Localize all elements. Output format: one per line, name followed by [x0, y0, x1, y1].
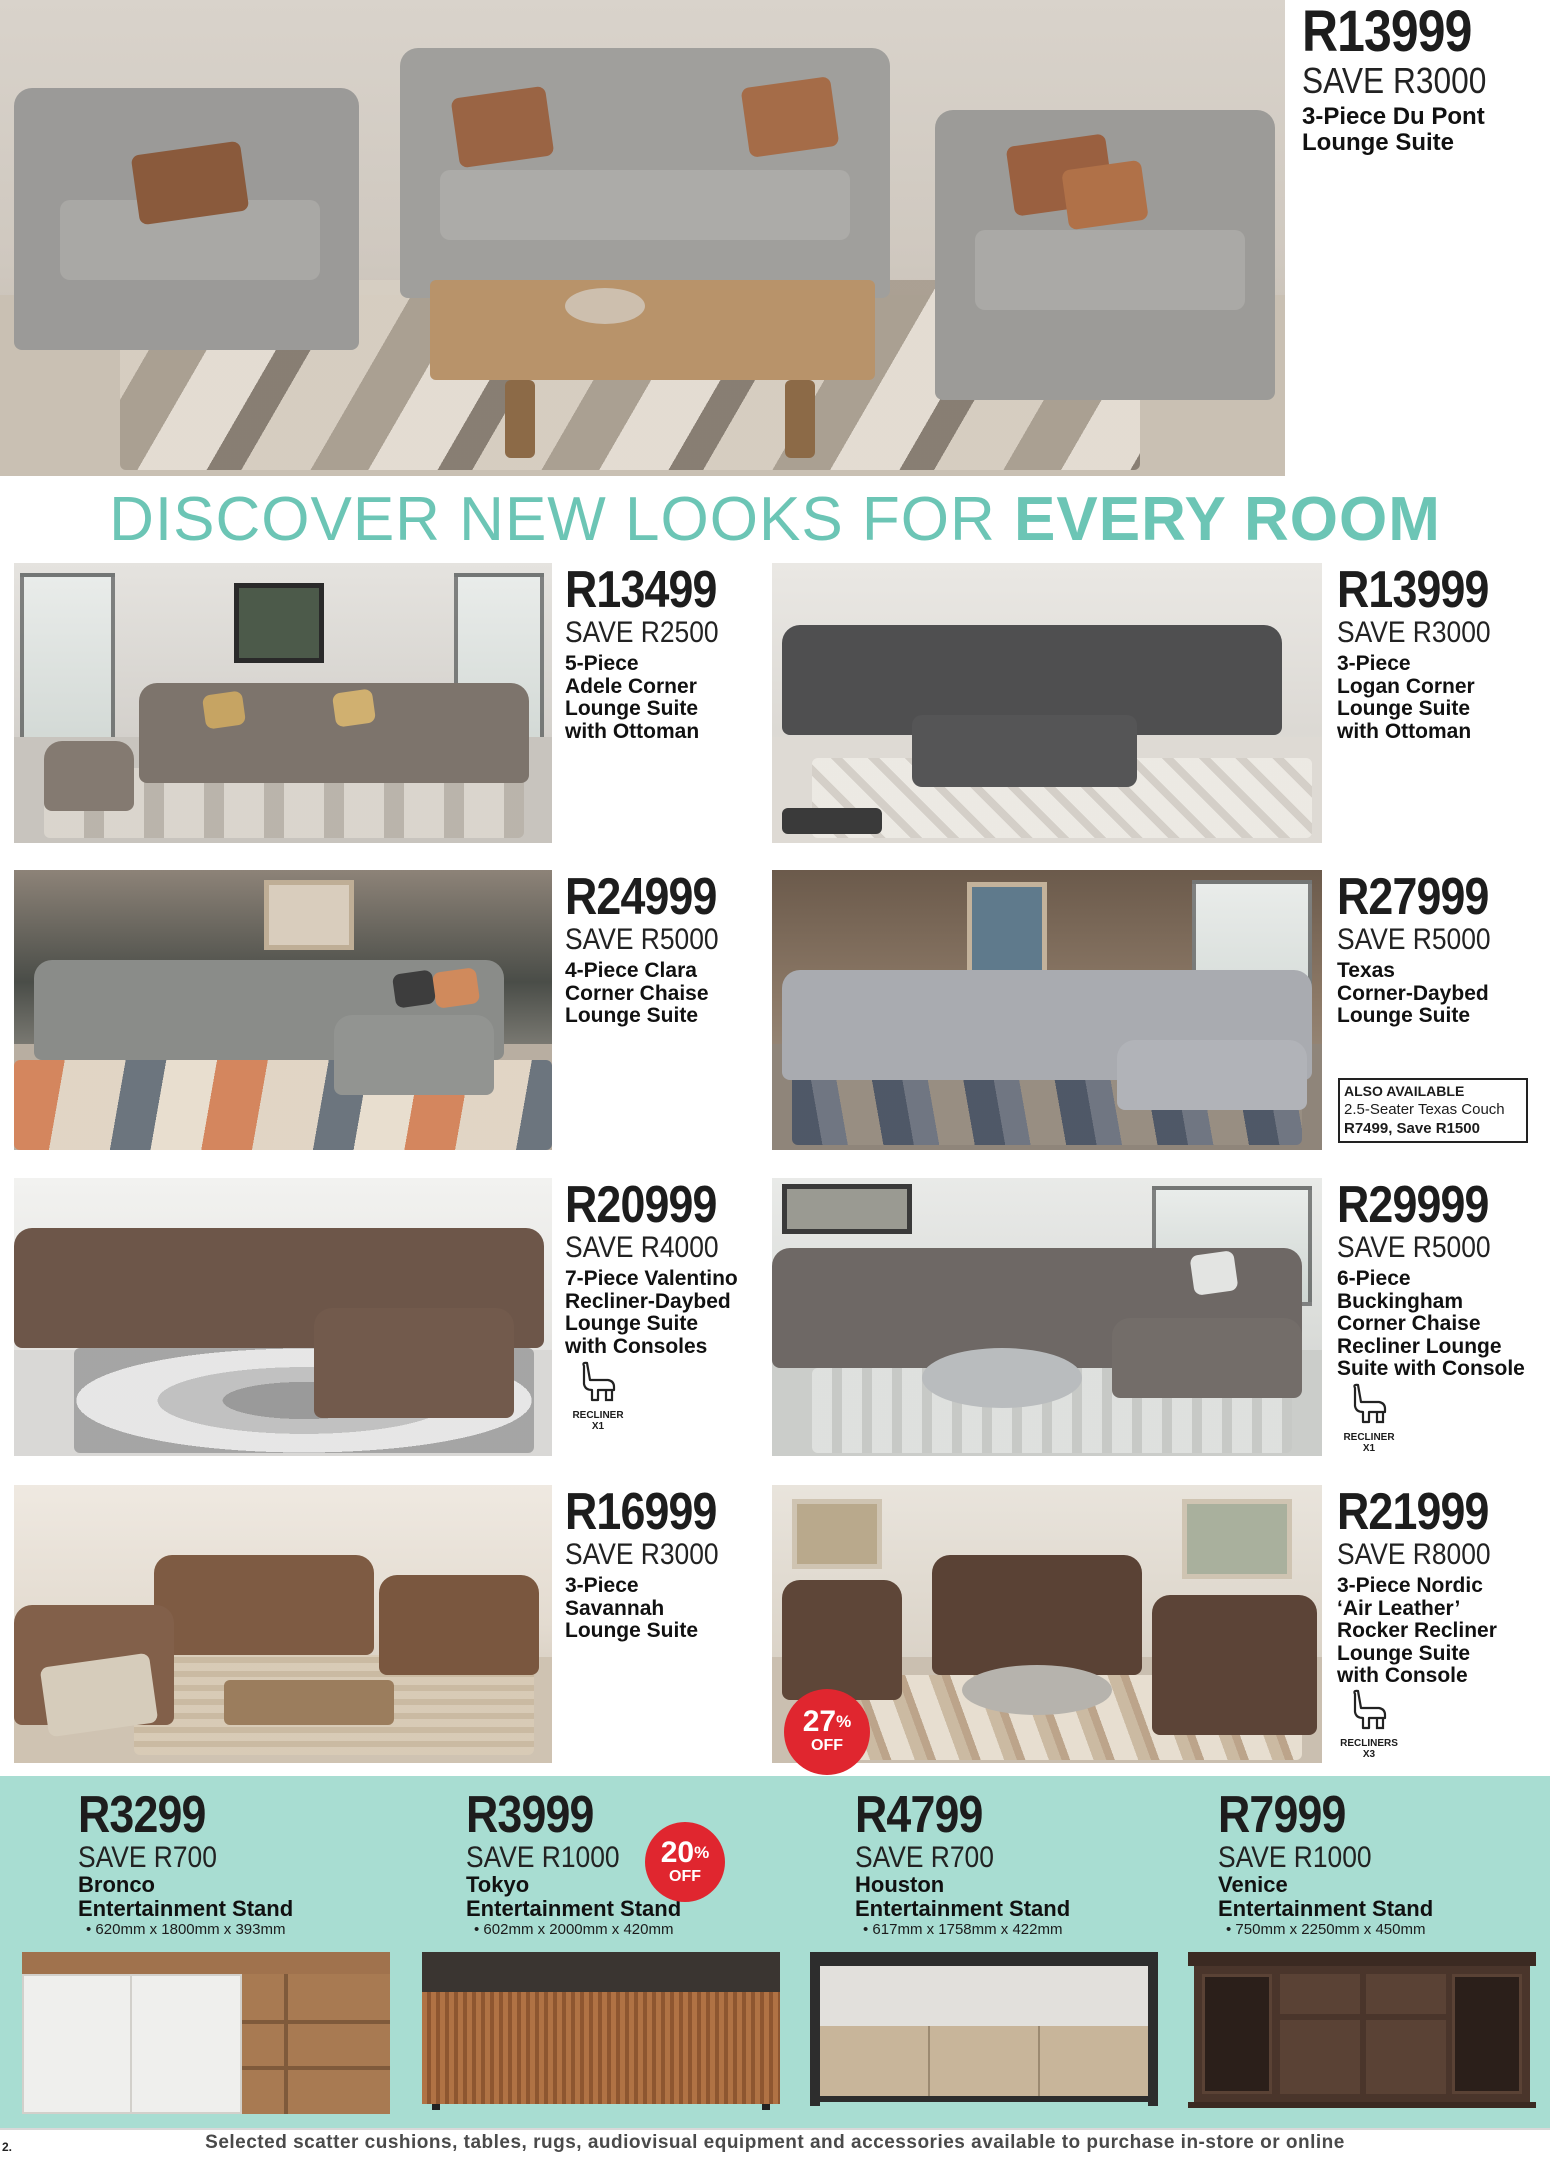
product-photo-clara	[14, 870, 552, 1150]
product-name: 3-Piece Nordic ‘Air Leather’ Rocker Recliner Lounge Suite with Console	[1337, 1574, 1497, 1687]
product-price-block-savannah	[565, 1485, 741, 1643]
product-price: R29999	[1337, 1176, 1489, 1234]
product-price: R21999	[1337, 1483, 1489, 1541]
headline-light: DISCOVER NEW LOOKS FOR	[109, 485, 1015, 554]
badge-value: 27	[802, 1705, 837, 1738]
hero-price-block	[1302, 2, 1511, 156]
hero-product-name: 3-Piece Du Pont Lounge Suite	[1302, 103, 1485, 156]
product-save: SAVE R8000	[1337, 1538, 1491, 1571]
product-name: 5-Piece Adele Corner Lounge Suite with Ottoman	[565, 652, 700, 743]
product-price: R24999	[565, 868, 717, 926]
product-name: Texas Corner-Daybed Lounge Suite	[1337, 959, 1489, 1027]
product-name: 3-Piece Savannah Lounge Suite	[565, 1574, 698, 1642]
stand-illustration-houston	[810, 1952, 1158, 2106]
ent-save: SAVE R700	[855, 1841, 994, 1874]
product-price-block-logan	[1337, 563, 1513, 743]
recliner-badge	[1324, 1688, 1414, 1760]
footer-note: Selected scatter cushions, tables, rugs, audiovisual equipment and accessories available to purchase in-store or online	[0, 2128, 1550, 2157]
product-photo-savannah	[14, 1485, 552, 1763]
stand-illustration-venice	[1188, 1952, 1536, 2108]
ent-price: R4799	[855, 1786, 983, 1844]
also-available-item: 2.5-Seater Texas Couch	[1344, 1101, 1505, 1118]
product-name: 4-Piece Clara Corner Chaise Lounge Suite	[565, 959, 709, 1027]
page-number: 2.	[2, 2140, 13, 2154]
ent-dimensions: • 750mm x 2250mm x 450mm	[1226, 1921, 1426, 1938]
ent-price-block-houston	[855, 1788, 1070, 1939]
ent-name: Tokyo Entertainment Stand	[466, 1872, 682, 1921]
hero-save: SAVE R3000	[1302, 60, 1487, 101]
ent-save: SAVE R700	[78, 1841, 217, 1874]
recliner-icon	[1347, 1688, 1391, 1736]
product-photo-texas	[772, 870, 1322, 1150]
product-price: R16999	[565, 1483, 717, 1541]
discount-badge-20	[645, 1822, 725, 1902]
hero-photo-du-pont-suite	[0, 0, 1285, 476]
product-save: SAVE R5000	[1337, 1231, 1491, 1264]
product-name: 6-Piece Buckingham Corner Chaise Recliner Lounge Suite with Console	[1337, 1267, 1525, 1380]
product-price-block-adele	[565, 563, 741, 743]
recliner-icon	[576, 1360, 620, 1408]
product-name: 3-Piece Logan Corner Lounge Suite with Ottoman	[1337, 652, 1475, 743]
product-price: R13999	[1337, 561, 1489, 619]
stand-illustration-bronco	[22, 1952, 390, 2114]
badge-percent: %	[694, 1843, 710, 1862]
product-photo-buckingham	[772, 1178, 1322, 1456]
ent-name: Venice Entertainment Stand	[1218, 1872, 1434, 1921]
ent-dimensions: • 602mm x 2000mm x 420mm	[474, 1921, 674, 1938]
product-name: 7-Piece Valentino Recliner-Daybed Lounge Suite with Consoles	[565, 1267, 738, 1358]
product-save: SAVE R2500	[565, 616, 719, 649]
ent-name: Houston Entertainment Stand	[855, 1872, 1071, 1921]
ent-name: Bronco Entertainment Stand	[78, 1872, 294, 1921]
product-photo-adele	[14, 563, 552, 843]
recliner-icon	[1347, 1382, 1391, 1430]
badge-off-label: OFF	[669, 1868, 701, 1885]
also-available-price: R7499, Save R1500	[1344, 1120, 1480, 1137]
ent-price: R3299	[78, 1786, 206, 1844]
ent-dimensions: • 617mm x 1758mm x 422mm	[863, 1921, 1063, 1938]
stand-illustration-tokyo	[422, 1952, 780, 2110]
product-price-block-buckingham	[1337, 1178, 1525, 1381]
product-save: SAVE R3000	[565, 1538, 719, 1571]
badge-value: 20	[660, 1836, 695, 1869]
ent-price-block-bronco	[78, 1788, 293, 1939]
recliner-label: RECLINER X1	[1343, 1432, 1395, 1454]
ent-price: R3999	[466, 1786, 594, 1844]
product-price: R27999	[1337, 868, 1489, 926]
product-save: SAVE R5000	[565, 923, 719, 956]
recliner-badge	[1324, 1382, 1414, 1454]
ent-dimensions: • 620mm x 1800mm x 393mm	[86, 1921, 286, 1938]
product-price: R13499	[565, 561, 717, 619]
recliner-label: RECLINER X1	[572, 1410, 624, 1432]
product-price: R20999	[565, 1176, 717, 1234]
product-photo-valentino	[14, 1178, 552, 1456]
ent-save: SAVE R1000	[466, 1841, 620, 1874]
also-available-box	[1338, 1078, 1528, 1143]
product-photo-logan	[772, 563, 1322, 843]
product-price-block-clara	[565, 870, 741, 1028]
badge-off-label: OFF	[811, 1737, 843, 1754]
ent-save: SAVE R1000	[1218, 1841, 1372, 1874]
product-save: SAVE R3000	[1337, 616, 1491, 649]
hero-price: R13999	[1302, 0, 1472, 64]
also-available-title: ALSO AVAILABLE	[1344, 1083, 1465, 1099]
discount-badge-27	[784, 1689, 870, 1775]
page-headline	[0, 487, 1550, 553]
ent-price: R7999	[1218, 1786, 1346, 1844]
product-save: SAVE R4000	[565, 1231, 719, 1264]
recliner-badge	[553, 1360, 643, 1432]
product-price-block-valentino	[565, 1178, 741, 1358]
product-save: SAVE R5000	[1337, 923, 1491, 956]
product-price-block-texas	[1337, 870, 1513, 1028]
headline-bold: EVERY ROOM	[1014, 485, 1441, 554]
badge-percent: %	[836, 1712, 852, 1731]
ent-price-block-venice	[1218, 1788, 1433, 1939]
recliner-label: RECLINERS X3	[1340, 1738, 1398, 1760]
product-price-block-nordic	[1337, 1485, 1513, 1688]
